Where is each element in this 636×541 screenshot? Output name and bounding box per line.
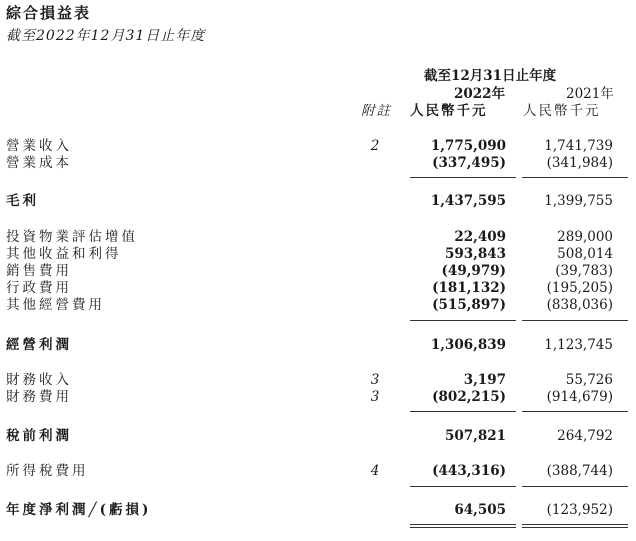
note-column-header: 附註 — [361, 103, 392, 119]
row-value-2022: (443,316) — [432, 463, 506, 479]
currency-2021-header: 人民幣千元 — [523, 103, 601, 119]
row-label: 所得稅費用 — [6, 463, 89, 479]
row-note: 4 — [370, 463, 380, 479]
subtotal-rule — [522, 411, 628, 412]
row-value-2022: 593,843 — [444, 246, 506, 262]
row-value-2022: (337,495) — [432, 155, 506, 171]
row-note: 3 — [370, 372, 380, 388]
row-value-2021: 1,741,739 — [544, 138, 613, 154]
subtotal-rule — [410, 320, 516, 321]
row-value-2021: 1,399,755 — [544, 193, 613, 209]
year-2021-header: 2021年 — [566, 86, 614, 102]
row-label: 行政費用 — [6, 280, 72, 296]
total-double-rule — [522, 527, 628, 528]
row-value-2021: (388,744) — [546, 463, 613, 479]
subtotal-rule — [522, 486, 628, 487]
row-note: 3 — [370, 389, 380, 405]
row-value-2021: 1,123,745 — [544, 337, 613, 353]
row-value-2021: (838,036) — [546, 297, 613, 313]
row-label: 投資物業評估增值 — [6, 229, 138, 245]
row-value-2021: 264,792 — [557, 428, 613, 444]
row-value-2021: 508,014 — [557, 246, 613, 262]
row-value-2022: 1,306,839 — [430, 337, 506, 353]
row-value-2022: 3,197 — [463, 372, 506, 388]
subtotal-rule — [522, 177, 628, 178]
row-label: 其他收益和利得 — [6, 246, 122, 262]
subtotal-rule — [410, 177, 516, 178]
row-value-2022: 1,437,595 — [430, 193, 506, 209]
currency-2022-header: 人民幣千元 — [410, 103, 488, 119]
row-value-2022: 64,505 — [454, 502, 506, 518]
row-label: 銷售費用 — [6, 263, 72, 279]
row-label: 年度淨利潤╱(虧損) — [6, 502, 152, 518]
subtotal-rule — [522, 320, 628, 321]
row-value-2021: (914,679) — [546, 389, 613, 405]
subtotal-rule — [410, 486, 516, 487]
statement-subtitle: 截至2022年12月31日止年度 — [6, 28, 206, 44]
row-value-2021: (341,984) — [546, 155, 613, 171]
row-label: 其他經營費用 — [6, 297, 105, 313]
subtotal-rule — [410, 411, 516, 412]
total-double-rule — [522, 524, 628, 525]
row-value-2022: (181,132) — [432, 280, 506, 296]
year-2022-header: 2022年 — [454, 86, 506, 102]
row-value-2022: (49,979) — [441, 263, 506, 279]
row-label: 營業收入 — [6, 138, 72, 154]
row-value-2021: (39,783) — [555, 263, 613, 279]
row-value-2022: 22,409 — [454, 229, 506, 245]
row-value-2022: 507,821 — [444, 428, 506, 444]
row-value-2021: (123,952) — [546, 502, 613, 518]
row-value-2022: (515,897) — [432, 297, 506, 313]
row-label: 營業成本 — [6, 155, 72, 171]
row-label: 稅前利潤 — [6, 428, 72, 444]
total-double-rule — [410, 524, 516, 525]
period-header: 截至12月31日止年度 — [424, 68, 557, 84]
row-label: 經營利潤 — [6, 337, 72, 353]
row-value-2021: (195,205) — [546, 280, 613, 296]
row-label: 財務收入 — [6, 372, 72, 388]
statement-title: 綜合損益表 — [6, 4, 92, 22]
row-label: 財務費用 — [6, 389, 72, 405]
total-double-rule — [410, 527, 516, 528]
row-value-2022: (802,215) — [432, 389, 506, 405]
row-note: 2 — [370, 138, 380, 154]
row-value-2021: 55,726 — [565, 372, 613, 388]
row-value-2021: 289,000 — [557, 229, 613, 245]
row-value-2022: 1,775,090 — [430, 138, 506, 154]
row-label: 毛利 — [6, 193, 39, 209]
